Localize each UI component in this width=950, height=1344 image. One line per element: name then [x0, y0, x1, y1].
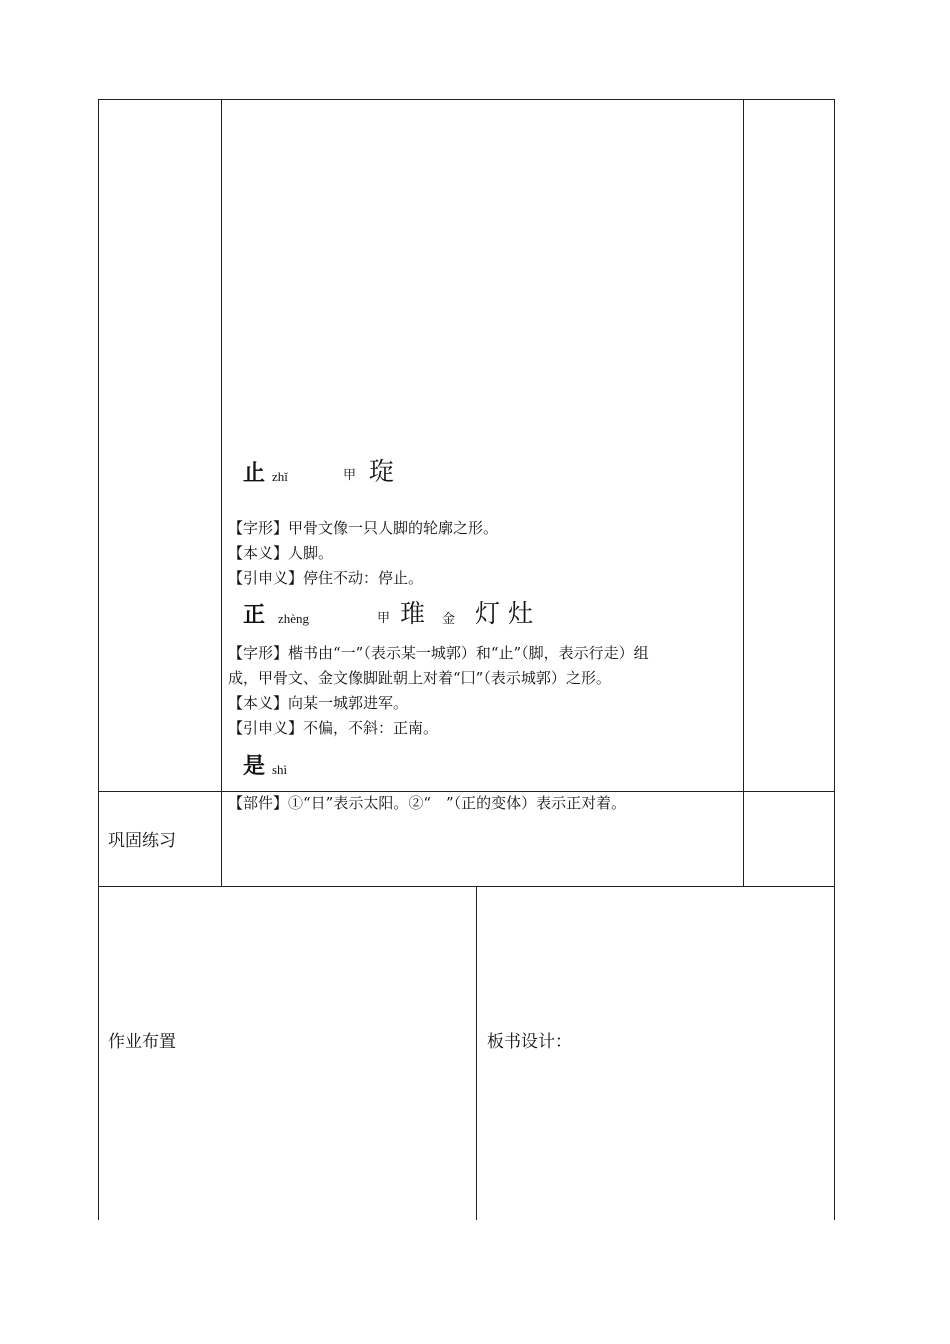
row-divider-1 — [98, 791, 835, 792]
column-divider-2 — [743, 99, 744, 887]
column-divider-1 — [221, 99, 222, 887]
zhi-line-shape: 【字形】甲骨文像一只人脚的轮廓之形。 — [228, 519, 499, 537]
zheng-line-shape-1: 【字形】楷书由“一”（表示某一城郭）和“止”（脚，表示行走）组 — [228, 644, 649, 662]
char-zheng-jin-label: 金 — [442, 612, 456, 627]
row-divider-2 — [98, 886, 835, 887]
char-zheng-jia-glyph: 琟 — [400, 599, 426, 628]
zheng-line-extended: 【引申义】不偏，不斜：正南。 — [228, 719, 439, 737]
char-zheng-pinyin: zhèng — [278, 611, 310, 626]
column-divider-bottom — [476, 886, 477, 1220]
table-left-border — [98, 99, 99, 1220]
char-shi: 是 — [243, 754, 266, 779]
zhi-line-extended: 【引申义】停住不动：停止。 — [228, 569, 424, 587]
char-shi-pinyin: shì — [272, 762, 288, 777]
char-zhi-jia-label: 甲 — [343, 468, 357, 483]
char-zheng-jia-label: 甲 — [377, 611, 391, 626]
char-zhi: 止 — [243, 461, 266, 486]
board-design-label: 板书设计： — [487, 1032, 572, 1052]
char-zheng-jin-glyphs: 灯 灶 — [475, 599, 533, 628]
char-zheng: 正 — [243, 603, 266, 628]
table-top-border — [98, 99, 835, 100]
char-zhi-pinyin: zhǐ — [272, 469, 288, 484]
homework-label: 作业布置 — [108, 1032, 176, 1052]
zhi-line-meaning: 【本义】人脚。 — [228, 544, 334, 562]
shi-line-parts: 【部件】①“日”表示太阳。②“ ”（正的变体）表示正对着。 — [228, 794, 627, 812]
zheng-line-shape-2: 成，甲骨文、金文像脚趾朝上对着“囗”（表示城郭）之形。 — [228, 669, 611, 687]
table-right-border — [834, 99, 835, 1220]
char-zhi-jia-glyph: 琁 — [369, 457, 395, 486]
zheng-line-meaning: 【本义】向某一城郭进军。 — [228, 694, 409, 712]
practice-label: 巩固练习 — [108, 831, 176, 851]
